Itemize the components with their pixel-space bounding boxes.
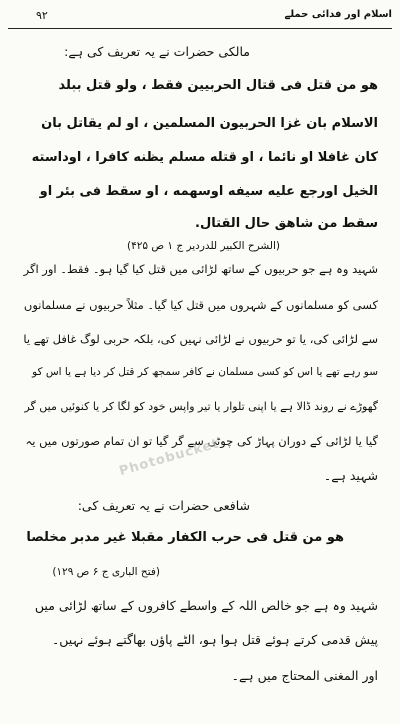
maliki-definition-intro: مالکی حضرات نے یہ تعریف کی ہے:: [64, 44, 250, 59]
arabic-text-line: الخيل اورجع عليه سيفه اوسهمه ، او سقط فى بئر او: [39, 184, 378, 199]
urdu-text-line: شہید وہ ہے جو خالص اللہ کے واسطے کافروں کے ساتھ لڑائی میں: [34, 598, 378, 613]
urdu-text-line: شہید وہ ہے جو حربیوں کے ساتھ لڑائی میں قتل کیا گیا ہو۔ فقط۔ اور اگر: [23, 262, 378, 276]
shafii-definition-intro: شافعی حضرات نے یہ تعریف کی:: [77, 498, 250, 513]
urdu-text-line: سو رہے تھے یا اس کو کسی مسلمان نے کافر سمجھ کر قتل کر دیا ہے یا اس کو: [32, 366, 378, 378]
urdu-text-line: گھوڑے نے روند ڈالا ہے یا اپنی تلوار یا تیر واپس خود کو لگا کر یا کنوئیں میں گر: [24, 400, 378, 413]
urdu-text-line: اور المغنی المحتاج میں ہے۔: [231, 668, 378, 683]
arabic-text-line: الاسلام بان غزا الحربيون المسلمين ، او لم يقاتل بان: [41, 116, 378, 131]
source-citation: (الشرح الکبیر للدردیر ج ۱ ص ۴۲۵): [126, 240, 280, 252]
urdu-text-line: پیش قدمی کرتے ہوئے قتل ہوا ہو، الٹے پاؤں بھاگتے ہوئے نہیں۔: [51, 632, 378, 647]
page-number: ۹۲: [36, 9, 48, 22]
urdu-text-line: گیا یا لڑائی کے دوران پہاڑ کی چوٹی سے گر گیا تو ان تمام صورتوں میں یہ: [25, 434, 378, 448]
arabic-text-line: كان غافلا او نائما ، او قتله مسلم يظنه كافرا ، اوداسته: [31, 150, 378, 165]
urdu-text-line: شہید ہے۔: [323, 468, 378, 483]
source-citation: (فتح الباری ج ۶ ص ۱۲۹): [52, 566, 160, 578]
urdu-text-line: کسی کو مسلمانوں کے شہروں میں قتل کیا گیا۔ مثلاً حربیوں نے مسلمانوں: [23, 298, 378, 312]
page-header: [8, 6, 392, 29]
running-title: اسلام اور فدائی حملے: [284, 9, 392, 20]
watermark: Photobucket: [117, 436, 222, 480]
urdu-text-line: سے لڑائی کی، یا تو حربیوں نے لڑائی نہیں کی، بلکہ حربی لوگ غافل تھے یا: [23, 332, 378, 346]
arabic-text-line: هو من قتل فى حرب الكفار مقبلا غير مدبر مخلصا: [26, 530, 344, 545]
arabic-text-line: هو من قتل فى قتال الحربيين فقط ، ولو قتل ببلد: [58, 78, 378, 93]
arabic-text-line: سقط من شاهق حال القتال.: [195, 216, 378, 231]
